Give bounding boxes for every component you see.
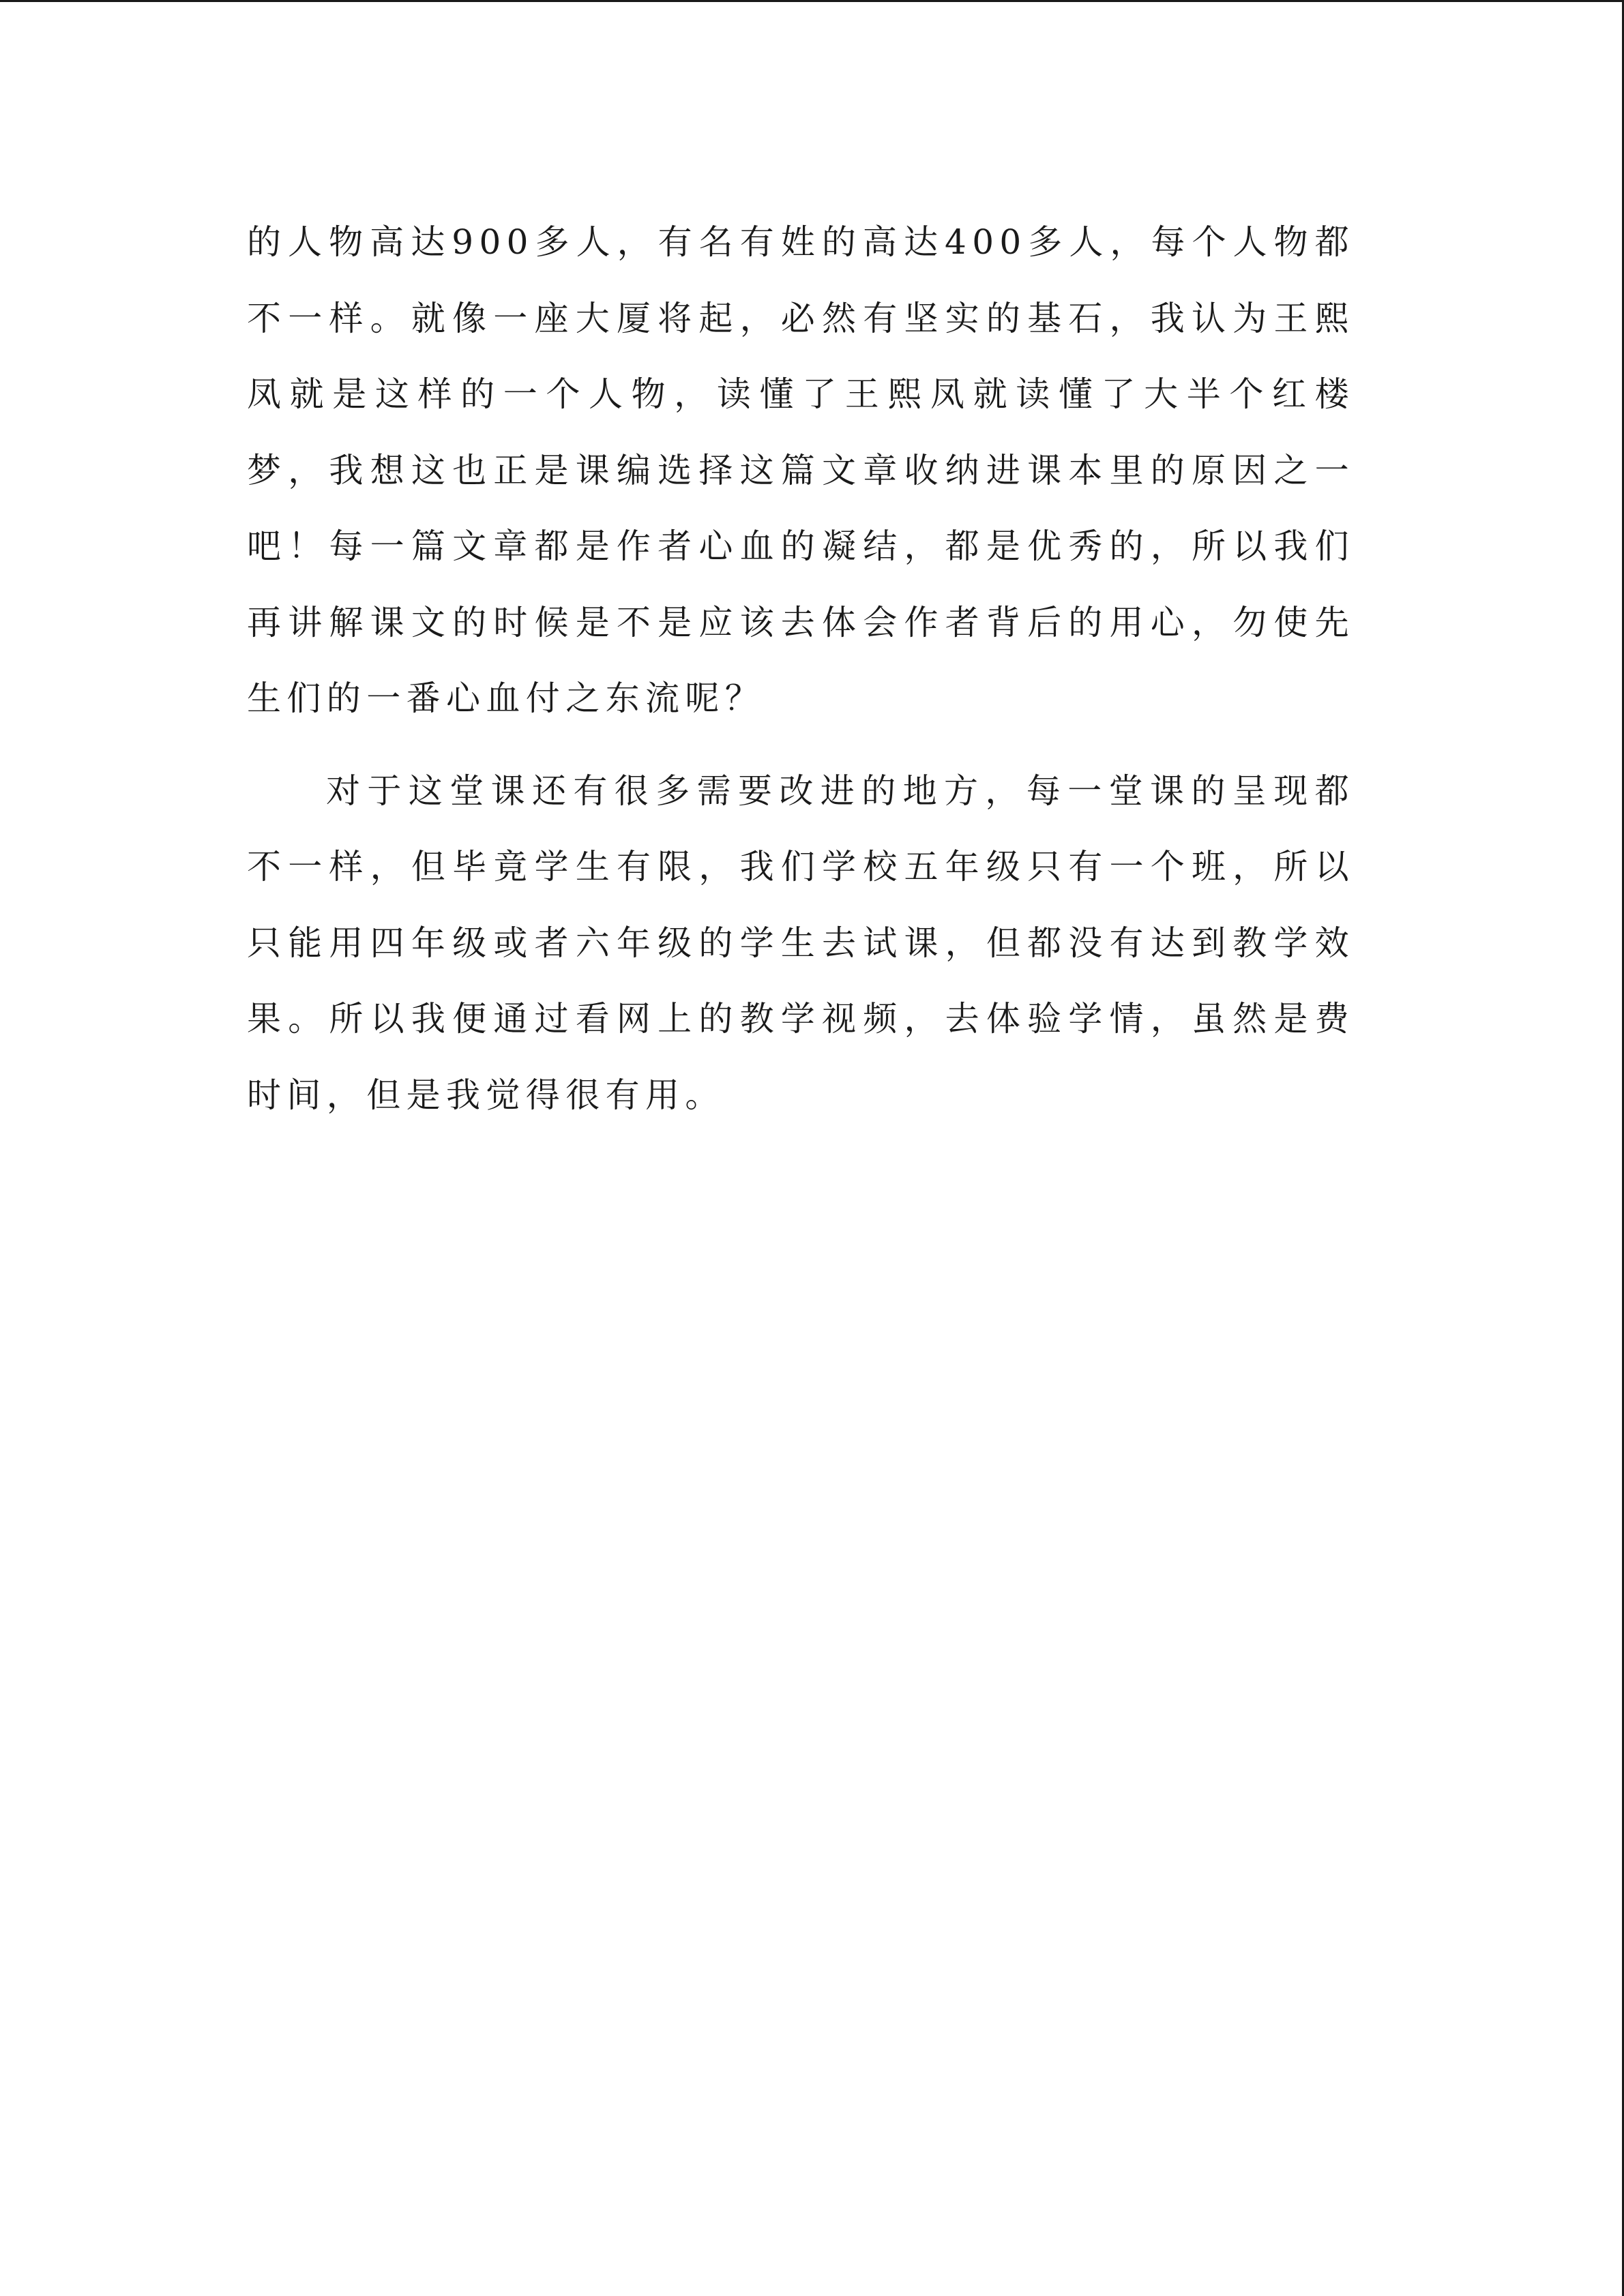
paragraph-2: 对于这堂课还有很多需要改进的地方，每一堂课的呈现都不一样，但毕竟学生有限，我们学校五年级只有一个班，所以只能用四年级或者六年级的学生去试课，但都没有达到教学效果。所以我便通过看网上的教学视频，去体验学情，虽然是费时间，但是我觉得很有用。 — [247, 771, 1355, 1115]
document-body — [247, 205, 1355, 1133]
page-border-top — [0, 0, 1624, 2]
paragraph-1: 的人物高达900多人，有名有姓的高达400多人，每个人物都不一样。就像一座大厦将起，必然有坚实的基石，我认为王熙凤就是这样的一个人物，读懂了王熙凤就读懂了大半个红楼梦，我想这也正是课编选择这篇文章收纳进课本里的原因之一吧！每一篇文章都是作者心血的凝结，都是优秀的，所以我们再讲解课文的时候是不是应该去体会作者背后的用心，勿使先生们的一番心血付之东流呢？ — [247, 222, 1355, 718]
